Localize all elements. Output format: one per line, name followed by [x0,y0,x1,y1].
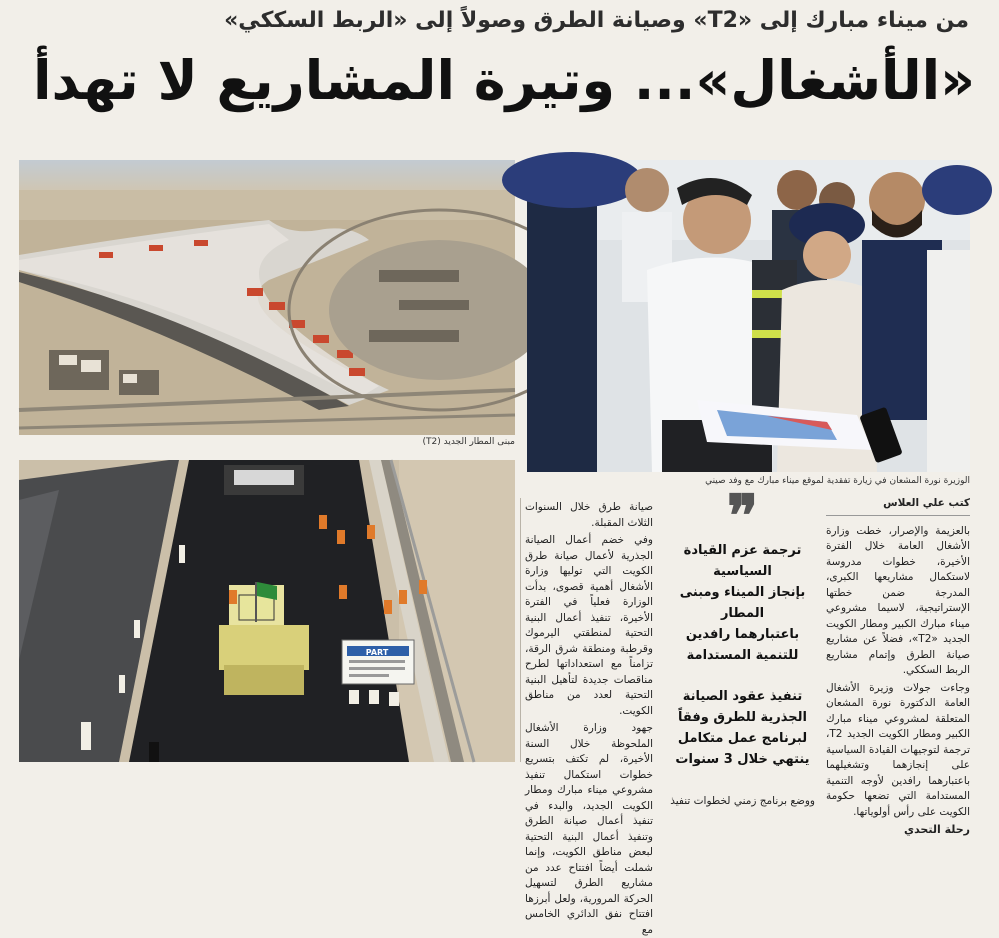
kicker: من ميناء مبارك إلى «T2» وصيانة الطرق وصولاً إلى «الربط السككي» [224,8,969,33]
minister-caption: الوزيرة نورة المشعان في زيارة تفقدية لموقع ميناء مبارك مع وفد صيني [705,476,970,486]
subhead: رحلة التحدي [903,823,970,836]
pullquote-second: تنفيذ عقود الصيانة الجذرية للطرق وفقاً لبرنامج عمل متكامل ينتهي خلال 3 سنوات [675,689,810,767]
middle-tail-text: ووضع برنامج زمني لخطوات تنفيذ [670,795,815,807]
paragraph: جهود وزارة الأشغال الملحوظة خلال السنة الأخيرة، لم تكتف بتسريع خطوات استكمال تنفيذ مشروعي ميناء مبارك ومطار الكويت الجديد، والبدء في تنفيذ أعمال صيانة الطرق وتنفيذ أعمال البنية التحتية لبعض مناطق الكويت، وإنما شملت أيضاً افتتاح عدد من مشاريع الطرق لتسهيل الحركة المرورية، ولعل أبرزها افتتاح نفق الدائري الخامس مع [525,722,653,936]
road-sign-text: PART [365,648,389,657]
article-column-right [826,496,970,836]
paragraph: وفي خضم أعمال الصيانة الجذرية لأعمال صيانة طرق الكويت التي توليها وزارة الأشغال أهمية قصوى، بدأت الوزارة فعلياً في الفترة الأخيرة، تنفيذ أعمال البنية التحتية لمنطقتي اليرموك وقرطبة ومنطقة شرق الرقة، تزامناً مع استعداداتها لطرح مناقصات جديدة لتأهيل البنية التحتية لعدد من مناطق الكويت. [525,534,653,717]
road-photo [19,460,515,762]
airport-caption: مبنى المطار الجديد (T2) [422,437,515,447]
paragraph: بالعزيمة والإصرار، خطت وزارة الأشغال العامة خلال الفترة الأخيرة، خطوات مدروسة لاستكمال مشاريعها الكبرى، المدرجة ضمن خطتها الإستراتيجية، لاسيما مشروعي ميناء مبارك الكبير ومطار الكويت الجديد «T2»، فضلاً عن مشاريع صيانة الطرق وإتمام مشاريع الربط السككي. [826,524,970,676]
paragraph: وجاءت جولات وزيرة الأشغال العامة الدكتورة نورة المشعان المتعلقة لمشروعي ميناء مبارك الكبير ومطار الكويت الجديد T2، ترجمة لتوجيهات القيادة السياسية على إنجازهما وتشغيلهما باعتبارهما رافدين لأوجه التنمية المستدامة التي تضعها حكومة الكويت على رأس أولوياتها. [826,681,970,818]
headline: «الأشغال»... وتيرة المشاريع لا تهدأ [33,49,975,112]
paragraph: صيانة طرق خلال السنوات الثلاث المقبلة. [525,501,653,529]
minister-photo [527,160,970,472]
byline: كتب علي العلاس [826,496,970,516]
quote-mark-icon: ❞ [726,482,759,550]
article-column-left [525,500,653,936]
airport-photo [19,160,515,435]
pullquote-first: ترجمة عزم القيادة السياسية بإنجاز الميناء ومبنى المطار باعتبارهما رافدين للتنمية المستدامة [679,543,806,663]
pullquote-column [670,482,815,807]
column-divider [520,498,521,762]
